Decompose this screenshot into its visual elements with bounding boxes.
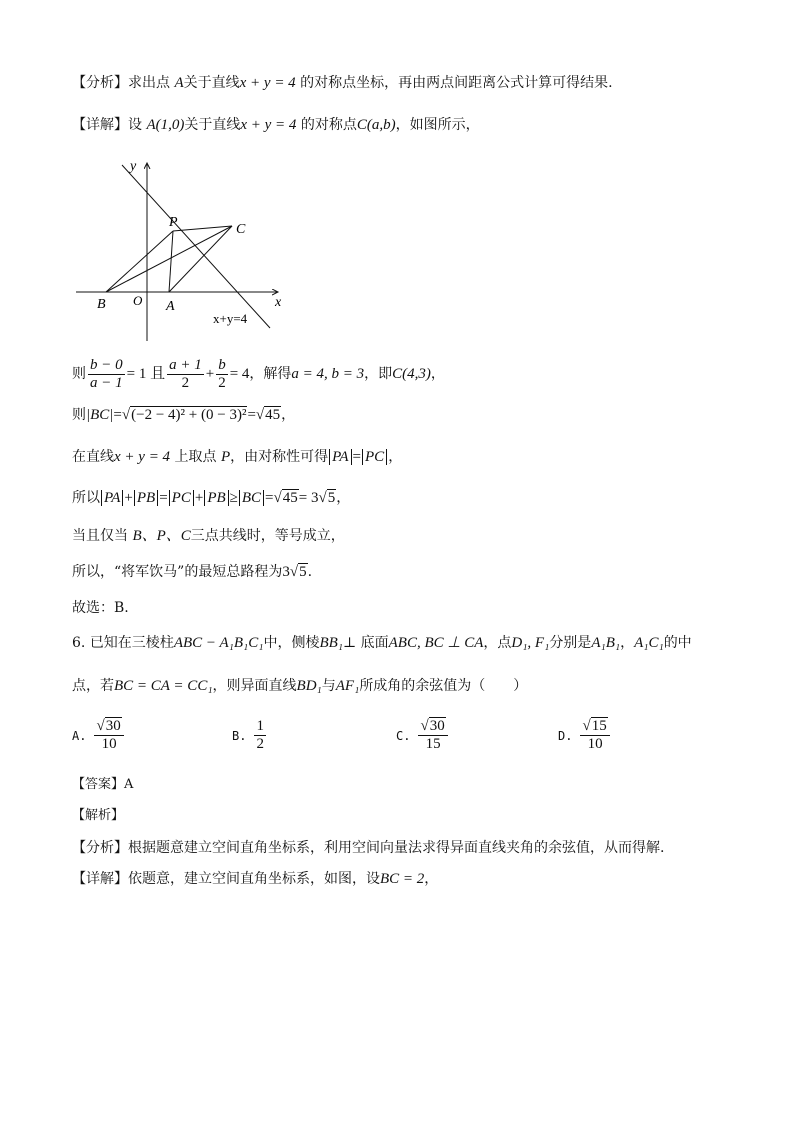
coordinate-diagram bbox=[72, 153, 292, 343]
point-b-label: B bbox=[97, 297, 106, 312]
jiexi-tag: 【解析】 bbox=[72, 808, 125, 823]
x-axis-label: x bbox=[275, 295, 282, 310]
answer-value: A bbox=[124, 777, 134, 792]
option-c[interactable]: C. $\frac{√30}{15}$ bbox=[396, 718, 450, 753]
choice-line: 故选：B. bbox=[72, 600, 129, 616]
question-6-line-2: 点，若BC = CA = CC₁，则异面直线BD₁与AF₁所成角的余弦值为（ ） bbox=[72, 678, 528, 694]
analysis-line-2: 【分析】根据题意建立空间直角坐标系，利用空间向量法求得异面直线夹角的余弦值，从而得解. bbox=[72, 840, 665, 856]
answer-tag: 【答案】 bbox=[72, 777, 125, 792]
segment-bp bbox=[106, 231, 173, 292]
question-number: 6. bbox=[72, 635, 86, 651]
detail-line-2: 【详解】依题意，建立空间直角坐标系，如图，设BC = 2， bbox=[72, 871, 439, 887]
point-p-label: P bbox=[169, 215, 178, 230]
step-5: 当且仅当 B、P、C三点共线时，等号成立， bbox=[72, 528, 345, 544]
detail-line-1: 【详解】设 A(1,0)关于直线x + y = 4 的对称点C(a,b)，如图所示， bbox=[72, 117, 480, 133]
y-axis-label: y bbox=[130, 159, 137, 174]
segment-bc bbox=[106, 226, 232, 292]
segment-ap bbox=[169, 231, 173, 292]
question-6-line-1: 6. 已知在三棱柱ABC − A₁B₁C₁中，侧棱BB₁⊥ 底面ABC, BC ⊥ CA，点D₁, F₁分别是A₁B₁，A₁C₁的中 bbox=[72, 635, 692, 651]
fraction-b: $\frac{b}{2}$ bbox=[218, 356, 226, 391]
answer-line bbox=[72, 775, 133, 795]
analysis-line-1: 【分析】求出点 A关于直线x + y = 4 的对称点坐标，再由两点间距离公式计算可得结果. bbox=[72, 75, 613, 91]
analysis-tag: 【分析】 bbox=[72, 75, 128, 91]
origin-label: O bbox=[133, 293, 143, 308]
detail-tag: 【详解】 bbox=[72, 117, 128, 133]
step-1: 则 $\frac{b - 0}{a - 1}$ = 1 且 $\frac{a + 1}{2}$ + $\frac{b}{2}$ = 4，解得a = 4, b = 3，即C(4,3)， bbox=[72, 356, 445, 391]
point-c-label: C bbox=[236, 222, 246, 237]
step-3: 在直线x + y = 4 上取点 P，由对称性可得 PA = PC ， bbox=[72, 449, 403, 465]
step-2: 则|BC|=√(−2 − 4)² + (0 − 3)²=√45， bbox=[72, 407, 296, 423]
option-a[interactable]: A. $\frac{√30}{10}$ bbox=[72, 718, 126, 753]
jiexi-line bbox=[72, 806, 124, 826]
step-4: 所以 PA + PB = PC + PB ≥ BC =√45= 3√5， bbox=[72, 490, 351, 506]
fraction-a: $\frac{a + 1}{2}$ bbox=[169, 356, 202, 391]
point-a-label: A bbox=[166, 299, 175, 314]
option-b[interactable]: B. $\frac{1}{2}$ bbox=[232, 718, 264, 752]
line-equation-label: x+y=4 bbox=[213, 311, 248, 326]
line-x-plus-y-4 bbox=[122, 165, 270, 328]
sqrt-distance: √(−2 − 4)² + (0 − 3)² bbox=[121, 407, 247, 423]
fraction-slope: $\frac{b - 0}{a - 1}$ bbox=[90, 356, 123, 391]
step-6: 所以，“将军饮马”的最短总路程为3√5. bbox=[72, 564, 313, 580]
option-d[interactable]: D. $\frac{√15}{10}$ bbox=[558, 718, 612, 753]
segment-ac bbox=[169, 226, 232, 292]
